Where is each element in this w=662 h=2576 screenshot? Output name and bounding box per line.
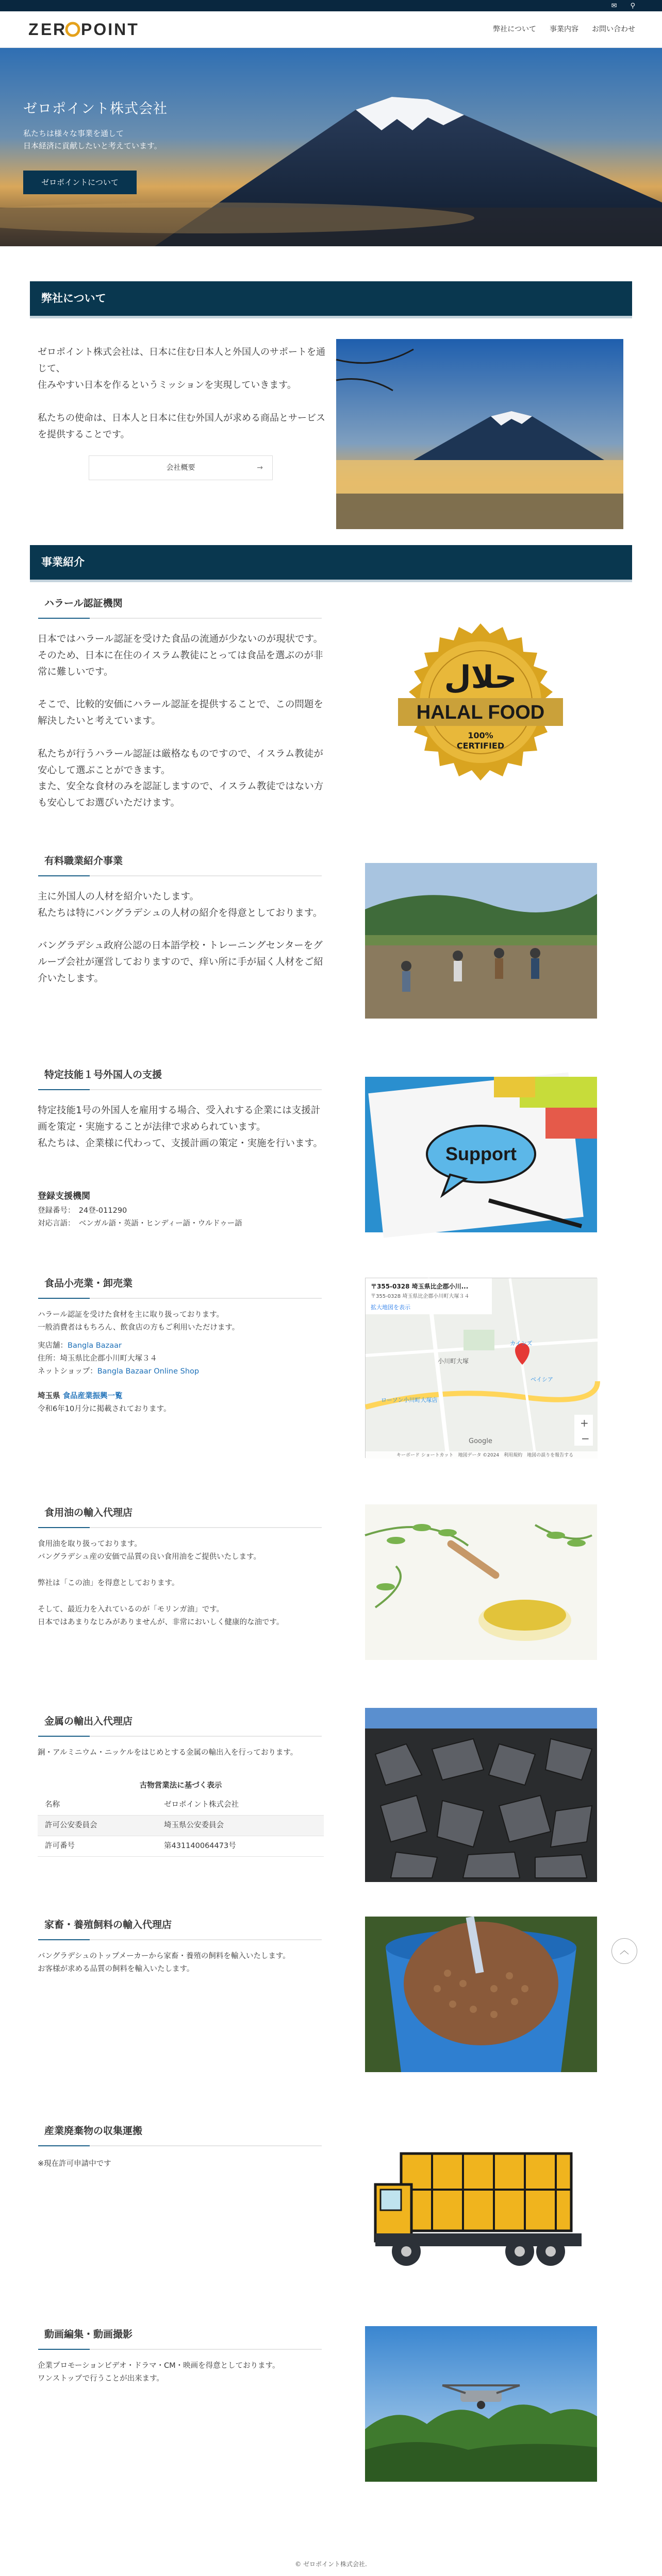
online-shop-link[interactable]: Bangla Bazaar Online Shop [97,1367,200,1376]
footer-copyright: © ゼロポイント株式会社. [295,2561,367,2568]
waste-text: ※現在許可申請中です [38,2160,111,2168]
feed-text: バングラデシュのトップメーカーから家畜・養殖の飼料を輸入いたします。 お客様が求める品質の飼料を輸入いたします。 [38,1952,290,1974]
nav-contact[interactable]: お問い合わせ [592,25,635,33]
badge-pct-text: 100% [468,731,493,740]
nav-about[interactable]: 弊社について [493,25,536,33]
video-text: 企業プロモーションビデオ・ドラマ・CM・映画を得意としております。 ワンストップで行うことが出来ます。 [38,2362,280,2383]
permit-cell-value: 埼玉県公安委員会 [164,1821,224,1829]
about-button-label: 会社概要 [166,463,195,472]
support-notebook-image [365,1077,597,1232]
shop-map[interactable] [365,1278,597,1458]
dump-truck-image [365,2123,597,2278]
scroll-to-top-button[interactable] [611,1938,637,1964]
services-section [0,582,662,2576]
hero-button[interactable]: ゼロポイントについて [23,171,137,194]
zoom-out-icon[interactable]: − [581,1432,590,1445]
chevron-up-icon: ︿ [620,1945,629,1957]
map-footer: キーボード ショートカット 地図データ ©2024 利用規約 地図の誤りを報告する [396,1453,574,1458]
drone-image [365,2326,597,2482]
services-heading: 事業紹介 [30,545,632,582]
svg-text:Z: Z [28,20,40,39]
halal-text: 日本ではハラール認証を受けた食品の流通が少ないのが現状です。そのため、日本に在住のイスラム教徒にとっては食品を選ぶのが非常に難しいです。 そこで、比較的安価にハラール認証を提供することで、この問題を解決したいと考えています。 私たちが行うハラール認証は厳格なものですので、イスラム教徒が安心して選ぶことができます。 また、安全な食材のみを認証しますので、イスラム教徒ではない方も安心してお選びいただけます。 [38,634,324,809]
feed-title: 家畜・養殖飼料の輸入代理店 [38,1917,322,1940]
job-text: 主に外国人の人材を紹介いたします。 私たちは特にバングラデシュの人材の紹介を得意としております。 バングラデシュ政府公認の日本語学校・トレーニングセンターをグループ会社が運営しておりますので、痒い所に手が届く人材をご紹介いたします。 [38,891,323,985]
food-list-after: 令和6年10月分に掲載されております。 [38,1405,171,1413]
map-station-label: 小川町大塚 [438,1358,469,1365]
badge-cert-text: CERTIFIED [456,741,505,751]
permit-caption: 古物営業法に基づく表示 [139,1782,222,1790]
permit-row [38,1816,324,1836]
permit-cell-value: 第431140064473号 [164,1841,236,1850]
about-section [0,339,662,512]
permit-cell-label: 許可番号 [45,1841,75,1850]
about-heading: 弊社について [30,281,632,318]
job-rice-field-image [365,863,597,1019]
feed-bucket-image [365,1917,597,2072]
map-larger-link[interactable]: 拡大地図を表示 [371,1304,410,1311]
food-address: 住所：埼玉県比企郡小川町大塚３４ [38,1354,157,1363]
top-bar [0,0,662,11]
food-shop-line [38,1340,324,1352]
zoom-in-icon[interactable]: + [580,1417,589,1429]
permit-row [38,1795,324,1816]
hero-text [23,97,168,152]
map-label-lawson: ローソン小川町大塚店 [381,1397,438,1403]
map-label-beisia: ベイシア [531,1376,553,1383]
permit-cell-label: 許可公安委員会 [45,1821,97,1829]
hero-banner [0,48,662,246]
site-logo[interactable] [28,20,139,39]
metal-text: 銅・アルミニウム・ニッケルをはじめとする金属の輸出入を行っております。 [38,1749,298,1757]
registered-support-label: 登録支援機関 [38,1191,90,1201]
registered-support-text: 登録番号： 24登-011290 対応言語： ベンガル語・英語・ヒンディー語・ウルドゥー語 [38,1207,242,1228]
map-label-cainz: カインズ [510,1340,533,1347]
support-text: 特定技能1号の外国人を雇用する場合、受入れする企業には支援計画を策定・実施することが法律で求められています。 私たちは、企業様に代わって、支援計画の策定・実施を行います。 [38,1105,323,1149]
permit-cell-value: ゼロポイント株式会社 [164,1800,239,1809]
metal-title: 金属の輸出入代理店 [38,1713,322,1737]
site-header [0,11,662,48]
about-text: ゼロポイント株式会社は、日本に住む日本人と外国人のサポートを通じて、 住みやすい日本を作るというミッションを実現していきます。 私たちの使命は、日本人と日本に住む外国人が求める商品とサービスを提供することです。 [38,347,325,440]
svg-text:R: R [53,20,67,39]
badge-arabic-text: حلال [444,659,517,696]
about-fuji-image [336,339,623,529]
support-title: 特定技能１号外国人の支援 [38,1066,322,1090]
waste-title: 産業廃棄物の収集運搬 [38,2123,322,2146]
svg-text:E: E [41,20,54,39]
hero-title: ゼロポイント株式会社 [23,101,168,117]
halal-badge [382,621,580,791]
permit-table [38,1776,324,1857]
map-address: 〒355-0328 埼玉県比企郡小川... [371,1283,469,1290]
arrow-right-icon: → [257,463,263,472]
metal-scrap-image [365,1708,597,1882]
food-title: 食品小売業・卸売業 [38,1275,322,1299]
shop-link[interactable]: Bangla Bazaar [68,1342,122,1350]
oil-text: 食用油を取り扱っております。 バングラデシュ産の安価で品質の良い食用油をご提供いたします。 弊社は「この油」を得意としております。 そして、最近力を入れているのが「モリンガ油」です。 日本ではあまりなじみがありませんが、非常においしく健康的な油です。 [38,1540,284,1627]
food-net-line [38,1365,324,1378]
support-bubble-text: Support [445,1143,517,1164]
main-nav [493,23,635,36]
job-title: 有料職業紹介事業 [38,853,322,876]
permit-cell-label: 名称 [45,1800,60,1809]
food-list-line [38,1390,324,1403]
video-title: 動画編集・動画撮影 [38,2326,322,2350]
svg-text:POINT: POINT [81,20,139,39]
oil-title: 食用油の輸入代理店 [38,1504,322,1528]
search-icon[interactable]: ⚲ [630,2,635,10]
halal-title: ハラール認証機関 [38,595,322,619]
badge-main-text: HALAL FOOD [416,702,545,723]
list-label: 埼玉県 [38,1392,60,1400]
map-google-label: Google [469,1437,492,1445]
food-list-link[interactable]: 食品産業振興一覧 [62,1392,123,1400]
company-overview-button[interactable] [89,455,273,480]
hero-subtitle: 私たちは様々な事業を通して 日本経済に貢献したいと考えています。 [23,129,162,151]
food-text: ハラール認証を受けた食材を主に取り扱っております。 一般消費者はもちろん、飲食店の方もご利用いただけます。 [38,1311,240,1332]
map-subaddress: 〒355-0328 埼玉県比企郡小川町大塚３４ [371,1294,470,1299]
shop-label: 実店舗： [38,1342,68,1350]
nav-services[interactable]: 事業内容 [550,25,578,33]
oil-image [365,1504,597,1660]
permit-row [38,1836,324,1857]
net-label: ネットショップ： [38,1367,97,1376]
mail-icon[interactable]: ✉ [611,2,617,10]
